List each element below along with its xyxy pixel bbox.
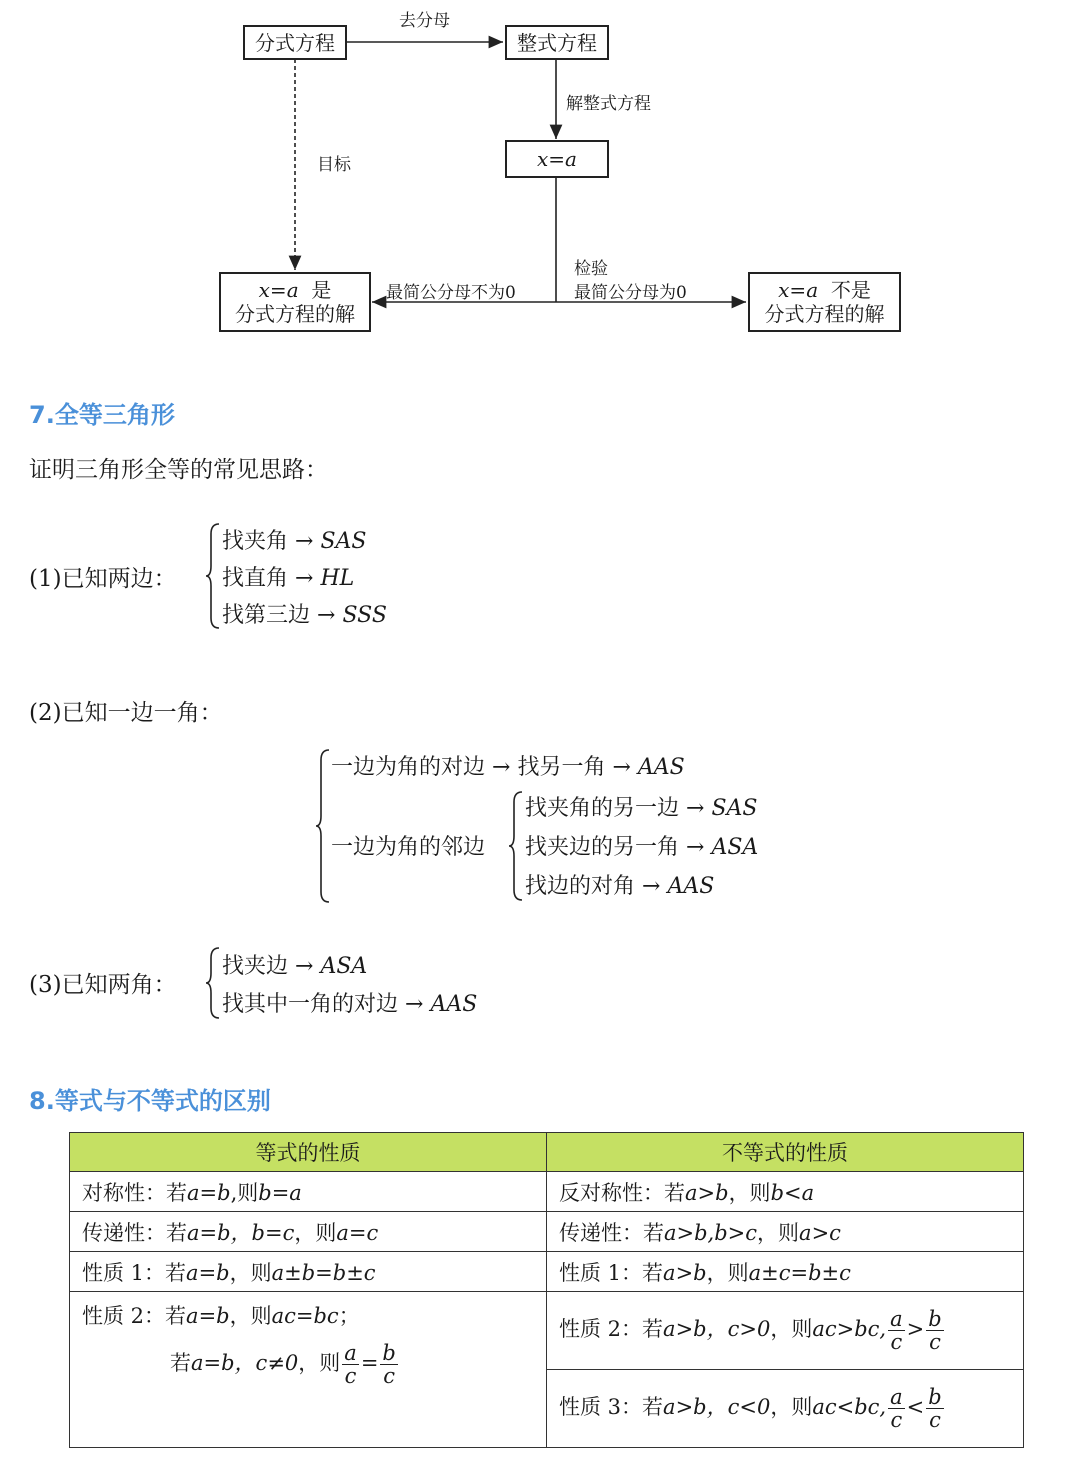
eq-property2-line2 bbox=[82, 1342, 534, 1387]
table-row bbox=[70, 1212, 1024, 1252]
cell-math: a=b bbox=[186, 1304, 230, 1328]
box-not-solution-line1 bbox=[778, 278, 871, 302]
cell-math: a>b bbox=[685, 1180, 729, 1205]
cell-then: ,则 bbox=[230, 1180, 259, 1205]
op-equals: = bbox=[360, 1351, 379, 1375]
cell-math: ac=bc bbox=[271, 1304, 339, 1328]
cell-ineq-property2 bbox=[547, 1292, 1024, 1370]
case1-item-2-text: 找直角 bbox=[222, 566, 289, 591]
case1-item-2-result: HL bbox=[320, 566, 355, 591]
label-remove-denominator: 去分母 bbox=[399, 11, 450, 31]
frac-den: c bbox=[383, 1364, 396, 1388]
fraction-b-over-c bbox=[926, 1308, 943, 1353]
frac-den: c bbox=[890, 1330, 903, 1354]
box-is-solution-line1 bbox=[259, 278, 332, 302]
arrow-glyph: → bbox=[686, 835, 705, 860]
cell-then: ，则 bbox=[294, 1220, 337, 1245]
cell-eq-property2 bbox=[70, 1292, 547, 1448]
box-is-solution bbox=[219, 272, 371, 332]
case3-title: (3)已知两角： bbox=[29, 972, 177, 998]
box-not-solution-math: x=a bbox=[778, 278, 819, 302]
case1-item-3-text: 找第三边 bbox=[222, 603, 311, 628]
case2-adjacent-item-1-text: 找夹角的另一边 bbox=[525, 796, 680, 821]
fraction-a-over-c bbox=[888, 1386, 905, 1431]
case2-opposite bbox=[331, 750, 685, 781]
case2-opposite-mid: 找另一角 bbox=[517, 755, 606, 780]
cell-math: b=a bbox=[258, 1180, 302, 1205]
cell-eq-property1 bbox=[70, 1252, 547, 1292]
frac-num: b bbox=[382, 1341, 396, 1365]
cell-math: a=b bbox=[186, 1260, 230, 1285]
frac-den: c bbox=[929, 1330, 941, 1354]
cell-math: a=b bbox=[187, 1180, 231, 1205]
cell-then: ，则 bbox=[757, 1220, 800, 1245]
case2-adjacent-item-3-result: AAS bbox=[667, 874, 715, 899]
arrow-glyph: → bbox=[317, 603, 336, 628]
cell-math: a>b bbox=[663, 1260, 707, 1285]
frac-den: c bbox=[929, 1408, 941, 1432]
arrow-glyph: → bbox=[295, 954, 314, 979]
case2-adjacent-item-2-result: ASA bbox=[711, 835, 759, 860]
cell-then: ，则 bbox=[229, 1304, 272, 1328]
table-header-row bbox=[70, 1133, 1024, 1172]
cell-math: a=b，b=c bbox=[187, 1220, 295, 1245]
section7-heading: 7.全等三角形 bbox=[29, 401, 175, 429]
table-row bbox=[70, 1252, 1024, 1292]
header-equality: 等式的性质 bbox=[70, 1133, 547, 1172]
case3-item-1-result: ASA bbox=[320, 954, 368, 979]
frac-num: a bbox=[344, 1341, 357, 1365]
case1-item-1-text: 找夹角 bbox=[222, 529, 289, 554]
box-not-solution-word: 不是 bbox=[830, 278, 871, 302]
arrow-glyph: → bbox=[295, 566, 314, 591]
arrow-glyph: → bbox=[295, 529, 314, 554]
frac-num: a bbox=[890, 1385, 903, 1409]
cell-label: 传递性：若 bbox=[559, 1220, 664, 1245]
cell-math: a±c=b±c bbox=[748, 1260, 851, 1285]
cell-math: a=c bbox=[336, 1220, 379, 1245]
cell-math: a>c bbox=[799, 1220, 841, 1245]
cell-semicolon: ； bbox=[338, 1304, 360, 1328]
case2-inner-brace bbox=[508, 790, 524, 902]
case2-outer-brace bbox=[315, 748, 331, 904]
header-inequality: 不等式的性质 bbox=[547, 1133, 1024, 1172]
case1-item-3 bbox=[222, 598, 387, 629]
case2-opposite-result: AAS bbox=[637, 755, 685, 780]
label-solve-integral: 解整式方程 bbox=[566, 94, 651, 114]
case2-opposite-text: 一边为角的对边 bbox=[331, 755, 486, 780]
case1-title: (1)已知两边： bbox=[29, 566, 177, 592]
fraction-a-over-c bbox=[888, 1308, 905, 1353]
box-solution-text: x=a bbox=[537, 147, 577, 171]
case2-adjacent-item-2 bbox=[525, 830, 758, 861]
box-is-solution-word: 是 bbox=[311, 278, 332, 302]
cell-label: 性质 2：若 bbox=[559, 1317, 664, 1341]
cell-ineq-antisymmetry bbox=[547, 1172, 1024, 1212]
box-is-solution-line2: 分式方程的解 bbox=[235, 302, 355, 326]
arrow-glyph: → bbox=[492, 755, 511, 780]
case2-adjacent-item-1 bbox=[525, 791, 757, 822]
frac-den: c bbox=[890, 1408, 903, 1432]
case1-item-1-result: SAS bbox=[320, 529, 367, 554]
fraction-b-over-c bbox=[926, 1386, 943, 1431]
cell-label: 传递性：若 bbox=[82, 1220, 187, 1245]
cell-then: ，则 bbox=[229, 1260, 272, 1285]
case2-adjacent-item-3 bbox=[525, 869, 714, 900]
case1-item-2 bbox=[222, 561, 354, 592]
cell-label: 性质 3：若 bbox=[559, 1395, 664, 1419]
comparison-table bbox=[69, 1132, 1024, 1448]
table-row bbox=[70, 1172, 1024, 1212]
arrow-glyph: → bbox=[405, 992, 424, 1017]
case3-item-2 bbox=[222, 987, 477, 1018]
box-fractional-equation bbox=[243, 25, 347, 60]
case2-adjacent-text: 一边为角的邻边 bbox=[331, 835, 486, 860]
box-not-solution bbox=[748, 272, 901, 332]
case3-brace bbox=[205, 946, 221, 1020]
case3-item-2-result: AAS bbox=[430, 992, 478, 1017]
case2-adjacent bbox=[331, 830, 485, 861]
arrow-glyph: → bbox=[642, 874, 661, 899]
box-is-solution-math: x=a bbox=[258, 278, 299, 302]
box-integral-equation bbox=[505, 25, 609, 60]
cell-label: 反对称性：若 bbox=[559, 1180, 685, 1205]
cell-then: ，则 bbox=[770, 1395, 813, 1419]
case3-item-1-text: 找夹边 bbox=[222, 954, 289, 979]
eq-property2-line1 bbox=[82, 1300, 534, 1330]
label-lcd-zero: 最简公分母为0 bbox=[574, 283, 687, 303]
box-integral-equation-text: 整式方程 bbox=[517, 30, 597, 55]
fraction-b-over-c bbox=[380, 1342, 397, 1387]
label-lcd-not-zero: 最简公分母不为0 bbox=[386, 283, 516, 303]
cell-then: ，则 bbox=[770, 1317, 813, 1341]
arrow-glyph: → bbox=[612, 755, 631, 780]
frac-num: a bbox=[890, 1307, 903, 1331]
cell-math: a=b，c≠0 bbox=[191, 1351, 299, 1375]
case1-item-3-result: SSS bbox=[342, 603, 387, 628]
cell-eq-symmetry bbox=[70, 1172, 547, 1212]
cell-math: a±b=b±c bbox=[271, 1260, 376, 1285]
cell-ineq-transitivity bbox=[547, 1212, 1024, 1252]
frac-num: b bbox=[928, 1307, 942, 1331]
case1-brace bbox=[205, 522, 221, 630]
box-solution bbox=[505, 140, 609, 178]
cell-then: ，则 bbox=[728, 1180, 771, 1205]
fraction-a-over-c bbox=[342, 1342, 359, 1387]
cell-ineq-property3 bbox=[547, 1370, 1024, 1448]
case1-item-1 bbox=[222, 524, 366, 555]
cell-math: ac>bc, bbox=[812, 1317, 887, 1341]
case2-adjacent-item-3-text: 找边的对角 bbox=[525, 874, 636, 899]
cell-label: 性质 1：若 bbox=[559, 1260, 664, 1285]
cell-math: b<a bbox=[770, 1180, 815, 1205]
label-check: 检验 bbox=[574, 259, 608, 279]
cell-label: 对称性：若 bbox=[82, 1180, 187, 1205]
label-goal: 目标 bbox=[317, 155, 351, 175]
cell-eq-transitivity bbox=[70, 1212, 547, 1252]
cell-math: ac<bc, bbox=[812, 1395, 887, 1419]
frac-den: c bbox=[344, 1364, 357, 1388]
case3-item-1 bbox=[222, 949, 367, 980]
section7-subtitle: 证明三角形全等的常见思路： bbox=[29, 457, 328, 483]
cell-math: a>b，c>0 bbox=[663, 1317, 771, 1341]
op-less: < bbox=[906, 1395, 925, 1419]
cell-label: 性质 1：若 bbox=[82, 1260, 187, 1285]
case2-title: (2)已知一边一角： bbox=[29, 700, 223, 726]
box-fractional-equation-text: 分式方程 bbox=[255, 30, 335, 55]
cell-math: a>b,b>c bbox=[664, 1220, 758, 1245]
case2-adjacent-item-2-text: 找夹边的另一角 bbox=[525, 835, 680, 860]
arrow-glyph: → bbox=[686, 796, 705, 821]
cell-ineq-property1 bbox=[547, 1252, 1024, 1292]
case2-adjacent-item-1-result: SAS bbox=[711, 796, 758, 821]
cell-label: 性质 2：若 bbox=[82, 1304, 187, 1328]
cell-math: a>b，c<0 bbox=[663, 1395, 771, 1419]
frac-num: b bbox=[928, 1385, 942, 1409]
box-not-solution-line2: 分式方程的解 bbox=[764, 302, 885, 326]
case3-item-2-text: 找其中一角的对边 bbox=[222, 992, 399, 1017]
cell-then: ，则 bbox=[706, 1260, 749, 1285]
section8-heading: 8.等式与不等式的区别 bbox=[29, 1087, 271, 1115]
op-greater: > bbox=[906, 1317, 925, 1341]
table-row bbox=[70, 1292, 1024, 1370]
cell-label: 若 bbox=[170, 1351, 191, 1375]
cell-then: ，则 bbox=[298, 1351, 341, 1375]
